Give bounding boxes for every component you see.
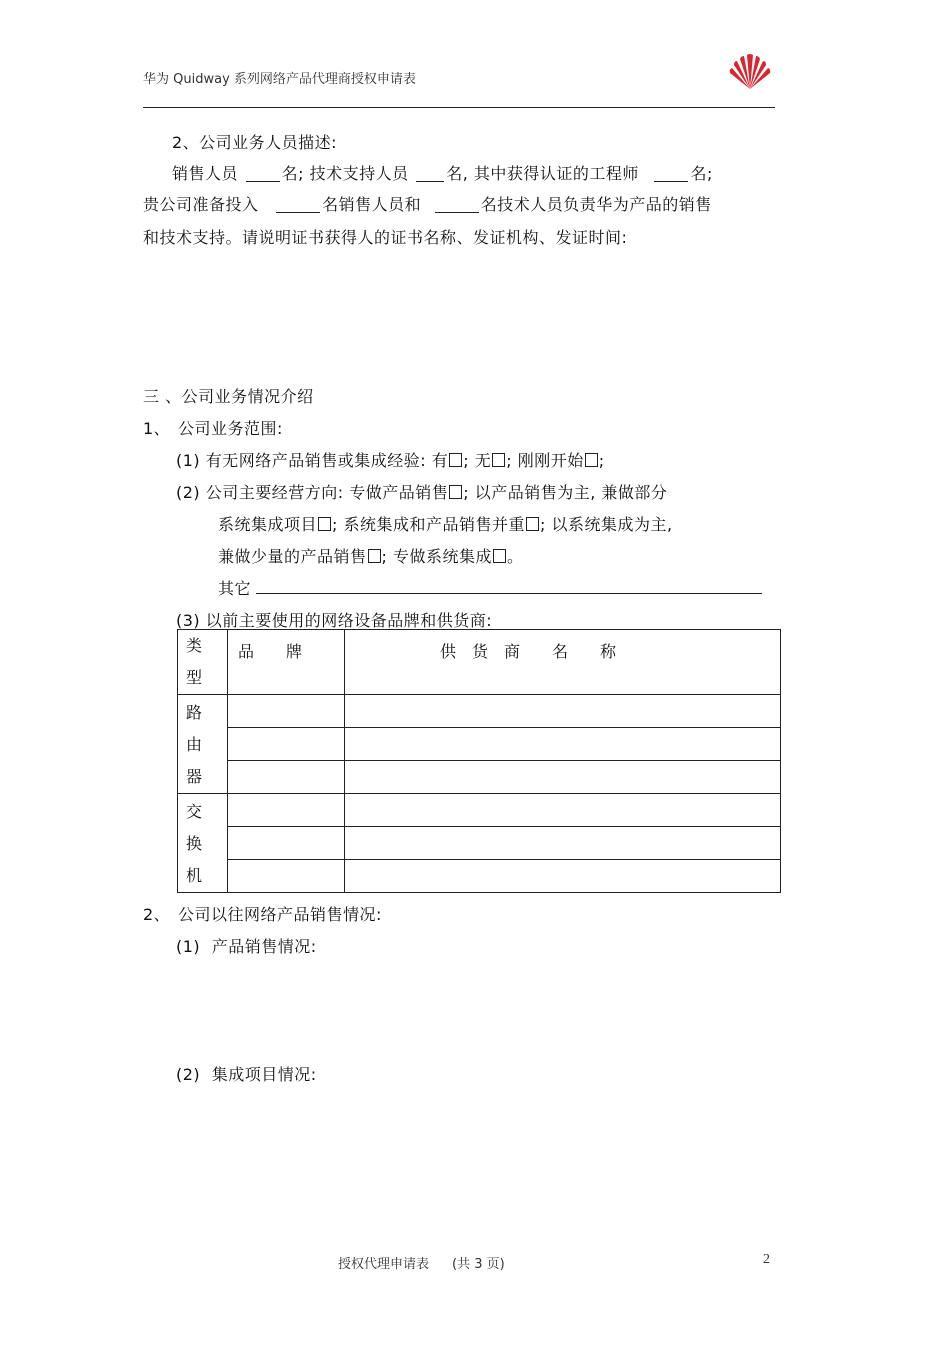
sub2-num: (2) [176, 483, 201, 502]
router-supplier-3[interactable] [345, 761, 781, 794]
header-title: 华为 Quidway 系列网络产品代理商授权申请表 [143, 72, 416, 87]
header-type: 类型 [186, 636, 203, 687]
sub2-line3-c: 。 [507, 547, 524, 566]
sub2-line2-c: ; 以系统集成为主, [540, 515, 673, 534]
other-line [218, 576, 251, 599]
router-supplier-2[interactable] [345, 728, 781, 761]
footer-label: 授权代理申请表 [338, 1257, 430, 1272]
item2-sub1 [176, 934, 317, 957]
other-input-line[interactable] [256, 593, 762, 594]
checkbox-integration-main-some-sales[interactable] [368, 549, 381, 563]
item1-title: 公司业务范围: [178, 419, 283, 438]
checkbox-sales-main-partial-integration[interactable] [318, 517, 331, 531]
sub2-line2-b: ; 系统集成和产品销售并重 [332, 515, 525, 534]
sub2-line3-b: ; 专做系统集成 [381, 547, 492, 566]
support-count-blank[interactable] [416, 167, 444, 182]
header-supplier-cell [345, 630, 781, 695]
checkbox-just-started[interactable] [585, 453, 598, 467]
brand-supplier-table [177, 629, 781, 893]
sub2-line1-a: 公司主要经营方向: 专做产品销售 [205, 483, 449, 502]
item2-sub1-text: 产品销售情况: [211, 937, 317, 956]
switch-brand-1[interactable] [228, 794, 345, 827]
header-type-cell [178, 630, 228, 695]
header-brand: 品 牌 [238, 642, 303, 661]
sub2-line-3 [218, 544, 524, 567]
table-header-row [178, 630, 781, 695]
planned-tech-blank[interactable] [435, 198, 479, 213]
sub1-num: (1) [176, 451, 201, 470]
router-brand-2[interactable] [228, 728, 345, 761]
table-row [178, 794, 781, 827]
huawei-logo-icon [726, 53, 774, 91]
other-label: 其它 [218, 579, 252, 598]
switch-brand-3[interactable] [228, 860, 345, 893]
item1-num: 1、 [143, 419, 171, 438]
staff-heading: 2、公司业务人员描述: [172, 133, 338, 152]
footer-page-number: 2 [763, 1252, 770, 1267]
table-row [178, 695, 781, 728]
staff-line1-a: 销售人员 [172, 164, 239, 183]
router-brand-3[interactable] [228, 761, 345, 794]
sub1-opt2: ; 无 [463, 451, 492, 470]
staff-line2-b: 名销售人员和 [322, 195, 422, 214]
staff-line-3: 和技术支持。请说明证书获得人的证书名称、发证机构、发证时间: [143, 228, 628, 247]
sub2-line-2 [218, 512, 673, 535]
planned-sales-blank[interactable] [276, 198, 320, 213]
table-row [178, 860, 781, 893]
item2-title: 公司以往网络产品销售情况: [178, 905, 382, 924]
sub3-text: 以前主要使用的网络设备品牌和供货商: [205, 611, 493, 630]
header-rule [143, 107, 775, 108]
item2-sub2 [176, 1062, 317, 1085]
section3-heading: 三 、公司业务情况介绍 [143, 387, 314, 406]
sub1-text: 有无网络产品销售或集成经验: 有 [205, 451, 449, 470]
table-row [178, 827, 781, 860]
checkbox-no[interactable] [492, 453, 505, 467]
router-supplier-1[interactable] [345, 695, 781, 728]
sub3-num: (3) [176, 611, 201, 630]
switch-supplier-1[interactable] [345, 794, 781, 827]
switch-supplier-3[interactable] [345, 860, 781, 893]
staff-line2-a: 贵公司准备投入 [143, 195, 259, 214]
sub1-end: ; [598, 451, 605, 470]
checkbox-integration-only[interactable] [493, 549, 506, 563]
staff-line1-b: 名; 技术支持人员 [281, 164, 409, 183]
switch-supplier-2[interactable] [345, 827, 781, 860]
sub1-opt3: ; 刚刚开始 [506, 451, 584, 470]
staff-line2-c: 名技术人员负责华为产品的销售 [480, 195, 712, 214]
header-supplier: 供 货 商 名 称 [440, 642, 617, 661]
sub2-line2-a: 系统集成项目 [218, 515, 318, 534]
staff-line-2 [143, 192, 712, 215]
sub3-line [176, 608, 492, 631]
sub2-line1-b: ; 以产品销售为主, 兼做部分 [463, 483, 668, 502]
staff-line1-d: 名; [690, 164, 713, 183]
sub2-line-1 [176, 480, 667, 503]
sub2-line3-a: 兼做少量的产品销售 [218, 547, 367, 566]
type-switch-cell [178, 794, 228, 893]
item2-num: 2、 [143, 905, 171, 924]
switch-brand-2[interactable] [228, 827, 345, 860]
type-router: 路由器 [186, 703, 203, 786]
table-row [178, 761, 781, 794]
staff-line-1 [172, 161, 713, 184]
router-brand-1[interactable] [228, 695, 345, 728]
type-router-cell [178, 695, 228, 794]
checkbox-product-sales-only[interactable] [449, 485, 462, 499]
item2-sub2-num: (2) [176, 1065, 201, 1084]
type-switch: 交换机 [186, 802, 203, 885]
sub1-line [176, 448, 605, 471]
item2-sub2-text: 集成项目情况: [211, 1065, 317, 1084]
footer-pages: (共 3 页) [452, 1257, 505, 1272]
checkbox-integration-and-sales[interactable] [526, 517, 539, 531]
checkbox-yes[interactable] [449, 453, 462, 467]
item2-sub1-num: (1) [176, 937, 201, 956]
staff-line1-c: 名, 其中获得认证的工程师 [446, 164, 639, 183]
sales-count-blank[interactable] [246, 167, 280, 182]
engineer-count-blank[interactable] [654, 167, 688, 182]
table-row [178, 728, 781, 761]
header-brand-cell [228, 630, 345, 695]
